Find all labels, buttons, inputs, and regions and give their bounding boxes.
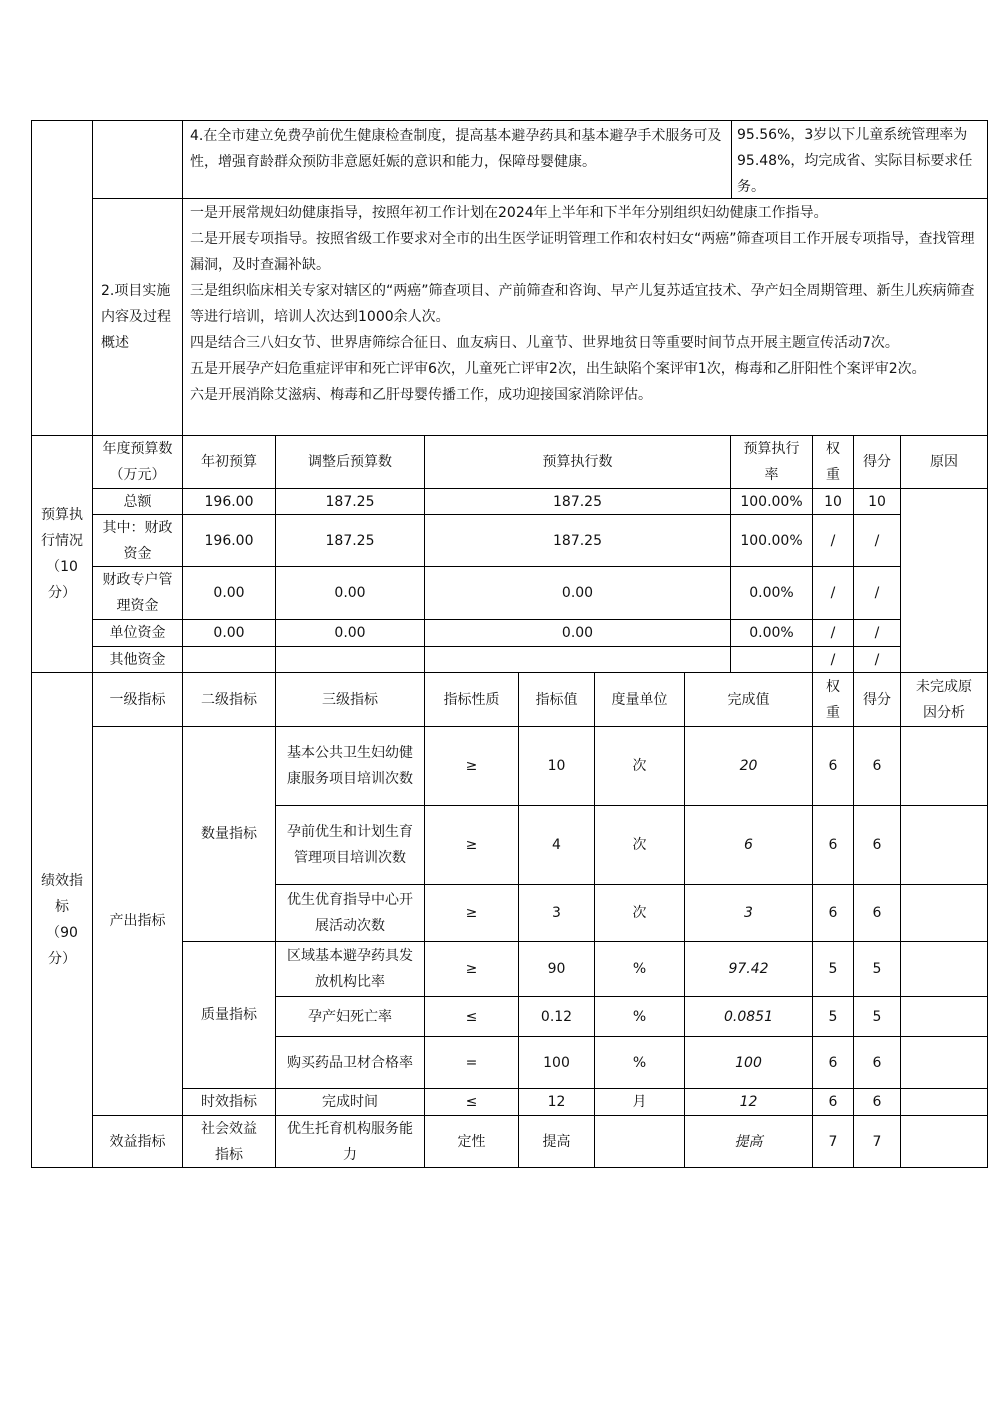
budget-row-score: /	[874, 651, 880, 668]
budget-row-weight: /	[830, 651, 836, 668]
implementation-paragraph: 五是开展孕产妇危重症评审和死亡评审6次，儿童死亡评审2次，出生缺陷个案评审1次，梅毒和乙肝阳性个案评审2次。	[190, 361, 926, 377]
indicator-nature: 定性	[457, 1133, 486, 1150]
budget-row-name: 单位资金	[109, 625, 166, 641]
indicator-score: 6	[872, 1054, 882, 1071]
budget-row-adjusted: 0.00	[334, 585, 366, 601]
header-score: 得分	[863, 454, 891, 470]
header-adjusted-budget: 调整后预算数	[308, 454, 392, 470]
indicator-score: 7	[872, 1133, 882, 1150]
intro-result-text: 95.56%，3岁以下儿童系统管理率为95.48%，均完成省、实际目标要求任务。	[737, 127, 973, 195]
budget-row-adjusted	[276, 647, 424, 672]
header-level3: 三级指标	[322, 691, 378, 708]
header-execution-rate: 预算执行率	[743, 441, 800, 483]
budget-row-executed: 187.25	[553, 532, 602, 549]
indicator-nature: =	[465, 1054, 478, 1071]
indicator-unit: 次	[632, 758, 647, 774]
header-annual-budget: 年度预算数（万元）	[102, 441, 173, 483]
budget-row-initial: 196.00	[204, 493, 254, 510]
budget-row-executed	[425, 647, 730, 672]
indicator-weight: 5	[828, 1008, 838, 1025]
budget-row-rate	[731, 647, 812, 672]
indicator-nature: ≥	[465, 961, 478, 977]
budget-row-initial	[183, 647, 275, 672]
indicator-unit: %	[632, 961, 647, 977]
budget-row-rate: 0.00%	[749, 585, 794, 601]
indicator-nature: ≥	[465, 758, 478, 774]
indicator-value: 3	[552, 905, 561, 921]
implementation-paragraph: 六是开展消除艾滋病、梅毒和乙肝母婴传播工作，成功迎接国家消除评估。	[190, 387, 652, 403]
indicator-completed: 6	[744, 837, 753, 853]
quality-indicator-label: 质量指标	[201, 1007, 257, 1023]
budget-row-initial: 0.00	[213, 585, 245, 601]
indicator-name: 基本公共卫生妇幼健康服务项目培训次数	[287, 745, 413, 787]
header-value: 指标值	[535, 691, 578, 708]
header-level1: 一级指标	[109, 691, 166, 708]
indicator-weight: 6	[828, 1054, 838, 1071]
budget-row-weight: /	[830, 532, 836, 549]
indicator-nature: ≤	[465, 1008, 478, 1025]
indicator-value: 90	[547, 961, 566, 977]
indicator-score: 5	[872, 961, 882, 977]
indicator-completed: 100	[735, 1054, 762, 1071]
indicator-score: 5	[872, 1008, 882, 1025]
indicator-completed: 提高	[734, 1133, 763, 1150]
header-initial-budget: 年初预算	[201, 454, 257, 470]
header-nature: 指标性质	[443, 691, 500, 708]
indicator-completed: 12	[739, 1094, 758, 1110]
budget-row-executed: 0.00	[561, 625, 594, 641]
indicator-value: 12	[547, 1094, 566, 1110]
budget-row-adjusted: 187.25	[325, 493, 375, 510]
budget-row-rate: 100.00%	[740, 532, 803, 549]
budget-section-label: 预算执行情况（10分）	[41, 507, 83, 601]
header-level2: 二级指标	[201, 691, 257, 708]
implementation-paragraph: 二是开展专项指导。按照省级工作要求对全市的出生医学证明管理工作和农村妇女“两癌”筛查项目工作开展专项指导，查找管理漏洞，及时查漏补缺。	[190, 231, 975, 273]
implementation-paragraph: 三是组织临床相关专家对辖区的“两癌”筛查项目、产前筛查和咨询、早产儿复苏适宜技术、孕产妇全周期管理、新生儿疾病筛查等进行培训，培训人次达到1000余人次。	[190, 283, 975, 325]
header-score: 得分	[863, 691, 891, 708]
output-indicator-label: 产出指标	[109, 913, 166, 929]
indicator-name: 孕产妇死亡率	[308, 1008, 392, 1025]
indicator-weight: 6	[828, 1094, 838, 1110]
budget-row-initial: 0.00	[213, 625, 245, 641]
indicator-completed: 97.42	[728, 961, 769, 977]
indicator-name: 优生优育指导中心开展活动次数	[287, 892, 413, 934]
budget-row-rate: 0.00%	[749, 625, 794, 641]
indicator-value: 0.12	[540, 1008, 573, 1025]
budget-row-score: /	[874, 532, 880, 549]
timeliness-indicator-label: 时效指标	[201, 1094, 257, 1110]
budget-row-rate: 100.00%	[740, 493, 803, 510]
budget-row-score: /	[874, 585, 880, 601]
budget-row-score: 10	[868, 493, 886, 510]
header-reason: 原因	[930, 454, 958, 470]
indicator-completed: 20	[739, 758, 758, 774]
indicator-weight: 7	[828, 1133, 838, 1150]
budget-row-name: 财政专户管理资金	[102, 572, 173, 614]
indicator-nature: ≥	[465, 837, 478, 853]
indicator-score: 6	[872, 837, 882, 853]
budget-row-weight: /	[830, 625, 836, 641]
indicator-score: 6	[872, 905, 882, 921]
budget-row-weight: 10	[824, 493, 842, 510]
indicator-weight: 5	[828, 961, 838, 977]
indicator-unit: %	[632, 1008, 647, 1025]
indicator-name: 孕前优生和计划生育管理项目培训次数	[287, 824, 413, 866]
social-benefit-label: 社会效益指标	[201, 1120, 257, 1163]
indicator-value: 4	[552, 837, 561, 853]
indicator-weight: 6	[828, 905, 838, 921]
budget-row-executed: 187.25	[553, 493, 602, 510]
indicator-weight: 6	[828, 837, 838, 853]
indicator-name: 优生托育机构服务能力	[287, 1120, 413, 1163]
header-weight: 权重	[826, 678, 840, 721]
header-completed: 完成值	[727, 691, 770, 708]
budget-row-initial: 196.00	[204, 532, 254, 549]
indicator-name: 购买药品卫材合格率	[287, 1054, 413, 1071]
implementation-content	[184, 200, 986, 434]
header-unit: 度量单位	[611, 691, 668, 708]
header-weight: 权重	[826, 441, 840, 483]
implementation-paragraph: 一是开展常规妇幼健康指导，按照年初工作计划在2024年上半年和下半年分别组织妇幼健康工作指导。	[190, 205, 828, 221]
budget-row-name: 其中：财政资金	[102, 519, 173, 562]
performance-section-label: 绩效指标（90分）	[41, 873, 83, 967]
indicator-score: 6	[872, 758, 882, 774]
indicator-value: 10	[547, 758, 566, 774]
indicator-unit: %	[632, 1054, 647, 1071]
indicator-name: 完成时间	[322, 1094, 378, 1110]
indicator-nature: ≤	[465, 1094, 478, 1110]
indicator-weight: 6	[828, 758, 838, 774]
indicator-unit: 次	[632, 837, 647, 853]
budget-row-name: 其他资金	[109, 651, 166, 668]
implementation-paragraph: 四是结合三八妇女节、世界唐筛综合征日、血友病日、儿童节、世界地贫日等重要时间节点开展主题宣传活动7次。	[190, 335, 899, 351]
indicator-name: 区域基本避孕药具发放机构比率	[287, 948, 413, 990]
indicator-value: 100	[543, 1054, 570, 1071]
indicator-unit	[595, 1116, 684, 1167]
indicator-nature: ≥	[465, 905, 478, 921]
indicator-unit: 次	[632, 905, 647, 921]
budget-row-name: 总额	[123, 493, 152, 510]
implementation-label: 2.项目实施内容及过程概述	[101, 283, 171, 351]
indicator-score: 6	[872, 1094, 882, 1110]
indicator-unit: 月	[632, 1094, 647, 1110]
benefit-indicator-label: 效益指标	[109, 1133, 166, 1150]
indicator-completed: 3	[744, 905, 753, 921]
quantity-indicator-label: 数量指标	[201, 826, 257, 842]
budget-row-adjusted: 0.00	[334, 625, 366, 641]
header-unfinished-reason: 未完成原因分析	[916, 678, 972, 721]
indicator-value: 提高	[542, 1133, 571, 1150]
header-executed-budget: 预算执行数	[542, 454, 613, 470]
indicator-completed: 0.0851	[724, 1008, 773, 1025]
intro-item-4: 4.在全市建立免费孕前优生健康检查制度，提高基本避孕药具和基本避孕手术服务可及性，增强育龄群众预防非意愿妊娠的意识和能力，保障母婴健康。	[190, 128, 722, 170]
budget-row-executed: 0.00	[561, 585, 594, 601]
budget-row-score: /	[874, 625, 880, 641]
budget-row-weight: /	[830, 585, 836, 601]
budget-row-adjusted: 187.25	[325, 532, 375, 549]
